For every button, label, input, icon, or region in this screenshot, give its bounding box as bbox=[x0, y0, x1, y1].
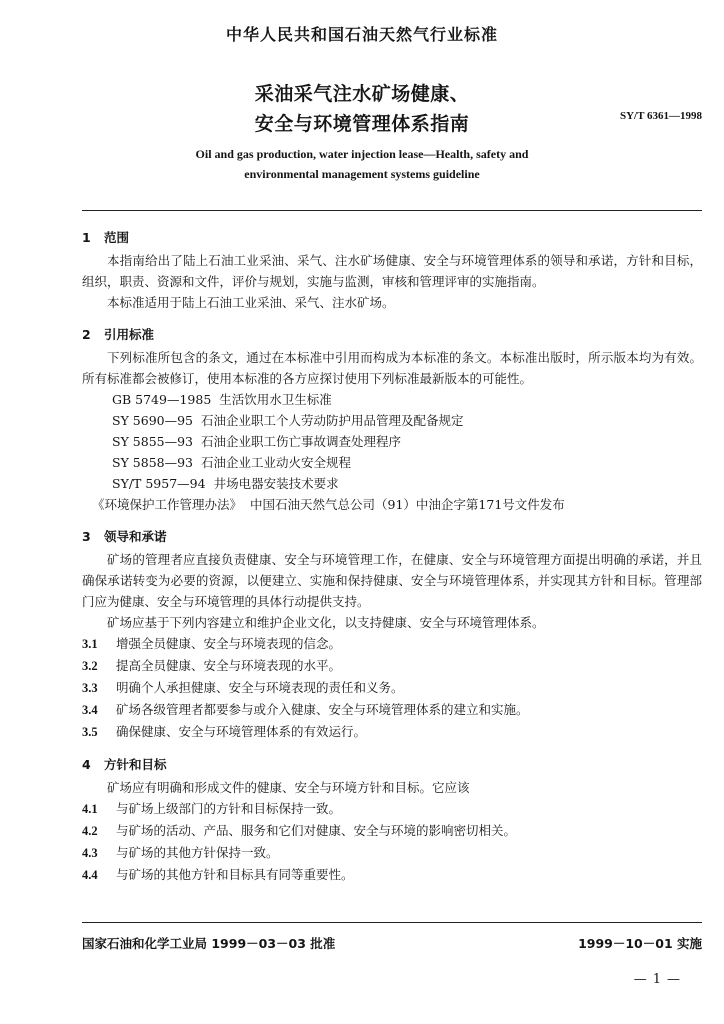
clause-text: 提高全员健康、安全与环境表现的水平。 bbox=[116, 658, 342, 673]
reference-item bbox=[112, 389, 702, 410]
standard-category-header: 中华人民共和国石油天然气行业标准 bbox=[225, 25, 498, 44]
clause-text: 矿场各级管理者都要参与或介入健康、安全与环境管理体系的建立和实施。 bbox=[116, 702, 529, 717]
section-heading bbox=[82, 226, 702, 250]
clause-number: 3.3 bbox=[82, 681, 98, 695]
section-number: 1 bbox=[82, 230, 91, 245]
paragraph: 本指南给出了陆上石油工业采油、采气、注水矿场健康、安全与环境管理体系的领导和承诺，方针和目标，组织，职责、资源和文件，评价与规划，实施与监测，审核和管理评审的实施指南。 bbox=[82, 253, 702, 289]
clause-text: 增强全员健康、安全与环境表现的信念。 bbox=[116, 636, 342, 651]
reference-name: 石油企业职工个人劳动防护用品管理及配备规定 bbox=[201, 413, 464, 428]
clause-number: 4.1 bbox=[82, 802, 98, 816]
english-title-line-1: Oil and gas production, water injection lease—Health, safety and bbox=[195, 147, 529, 161]
approval-statement: 国家石油和化学工业局 1999－03－03 批准 bbox=[82, 936, 336, 951]
reference-item bbox=[112, 452, 702, 473]
reference-item bbox=[112, 410, 702, 431]
section-title: 范围 bbox=[104, 230, 130, 245]
clause-number: 3.5 bbox=[82, 725, 98, 739]
clause-text: 与矿场的其他方针和目标具有同等重要性。 bbox=[116, 867, 354, 882]
title-line-2: 安全与环境管理体系指南 bbox=[254, 113, 470, 135]
section-title: 引用标准 bbox=[104, 327, 155, 342]
clause-number: 3.4 bbox=[82, 703, 98, 717]
reference-code: SY 5858—93 bbox=[112, 455, 194, 470]
reference-item bbox=[112, 431, 702, 452]
page-number: —1— bbox=[633, 972, 686, 987]
reference-code: SY/T 5957—94 bbox=[112, 476, 206, 491]
section-heading bbox=[82, 753, 702, 777]
clause-number: 3.2 bbox=[82, 659, 98, 673]
clause-text: 确保健康、安全与环境管理体系的有效运行。 bbox=[116, 724, 367, 739]
section-heading bbox=[82, 525, 702, 549]
english-title-line-2: environmental management systems guideline bbox=[244, 167, 480, 181]
reference-code: SY 5855—93 bbox=[112, 434, 194, 449]
clause-number: 4.3 bbox=[82, 846, 98, 860]
section-title: 方针和目标 bbox=[104, 757, 167, 772]
reference-name: 井场电器安装技术要求 bbox=[213, 476, 339, 491]
reference-name: 生活饮用水卫生标准 bbox=[219, 392, 332, 407]
reference-code: 《环境保护工作管理办法》 bbox=[92, 497, 243, 512]
section-number: 4 bbox=[82, 757, 91, 772]
title-line-1: 采油采气注水矿场健康、 bbox=[254, 83, 470, 105]
clause-number: 3.1 bbox=[82, 637, 98, 651]
document-body bbox=[82, 226, 702, 886]
section-heading bbox=[82, 323, 702, 347]
clause-text: 明确个人承担健康、安全与环境表现的责任和义务。 bbox=[116, 680, 404, 695]
clause-text: 与矿场的活动、产品、服务和它们对健康、安全与环境的影响密切相关。 bbox=[116, 823, 517, 838]
clause bbox=[82, 633, 702, 655]
reference-name: 石油企业职工伤亡事故调查处理程序 bbox=[201, 434, 402, 449]
reference-name: 石油企业工业动火安全规程 bbox=[201, 455, 352, 470]
clause bbox=[82, 798, 702, 820]
clause bbox=[82, 655, 702, 677]
reference-code: GB 5749—1985 bbox=[112, 392, 212, 407]
section-title: 领导和承诺 bbox=[104, 529, 167, 544]
reference-item bbox=[92, 494, 702, 515]
clause bbox=[82, 864, 702, 886]
standard-code: SY/T 6361—1998 bbox=[619, 110, 702, 122]
paragraph: 本标准适用于陆上石油工业采油、采气、注水矿场。 bbox=[107, 295, 395, 310]
clause bbox=[82, 721, 702, 743]
clause bbox=[82, 820, 702, 842]
clause bbox=[82, 842, 702, 864]
reference-item bbox=[112, 473, 702, 494]
top-divider bbox=[82, 210, 702, 211]
section-number: 2 bbox=[82, 327, 91, 342]
paragraph: 矿场应有明确和形成文件的健康、安全与环境方针和目标。它应该 bbox=[107, 780, 470, 795]
section-number: 3 bbox=[82, 529, 91, 544]
clause-number: 4.2 bbox=[82, 824, 98, 838]
clause bbox=[82, 699, 702, 721]
implementation-date: 1999－10－01 实施 bbox=[578, 936, 702, 951]
english-title bbox=[0, 144, 724, 184]
reference-list bbox=[82, 389, 702, 515]
document-title bbox=[0, 79, 724, 139]
paragraph: 矿场应基于下列内容建立和维护企业文化，以支持健康、安全与环境管理体系。 bbox=[107, 615, 545, 630]
clause-text: 与矿场的其他方针保持一致。 bbox=[116, 845, 279, 860]
reference-code: SY 5690—95 bbox=[112, 413, 194, 428]
clause-text: 与矿场上级部门的方针和目标保持一致。 bbox=[116, 801, 342, 816]
clause bbox=[82, 677, 702, 699]
bottom-divider bbox=[82, 922, 702, 923]
paragraph: 矿场的管理者应直接负责健康、安全与环境管理工作，在健康、安全与环境管理方面提出明确的承诺，并且确保承诺转变为必要的资源，以便建立、实施和保持健康、安全与环境管理体系，并实现其方针和目标。管理部门应为健康、安全与环境管理的具体行动提供支持。 bbox=[82, 552, 702, 609]
clause-number: 4.4 bbox=[82, 868, 98, 882]
reference-name: 中国石油天然气总公司（91）中油企字第171号文件发布 bbox=[250, 497, 565, 512]
paragraph: 下列标准所包含的条文，通过在本标准中引用而构成为本标准的条文。本标准出版时，所示版本均为有效。所有标准都会被修订，使用本标准的各方应探讨使用下列标准最新版本的可能性。 bbox=[82, 350, 702, 386]
